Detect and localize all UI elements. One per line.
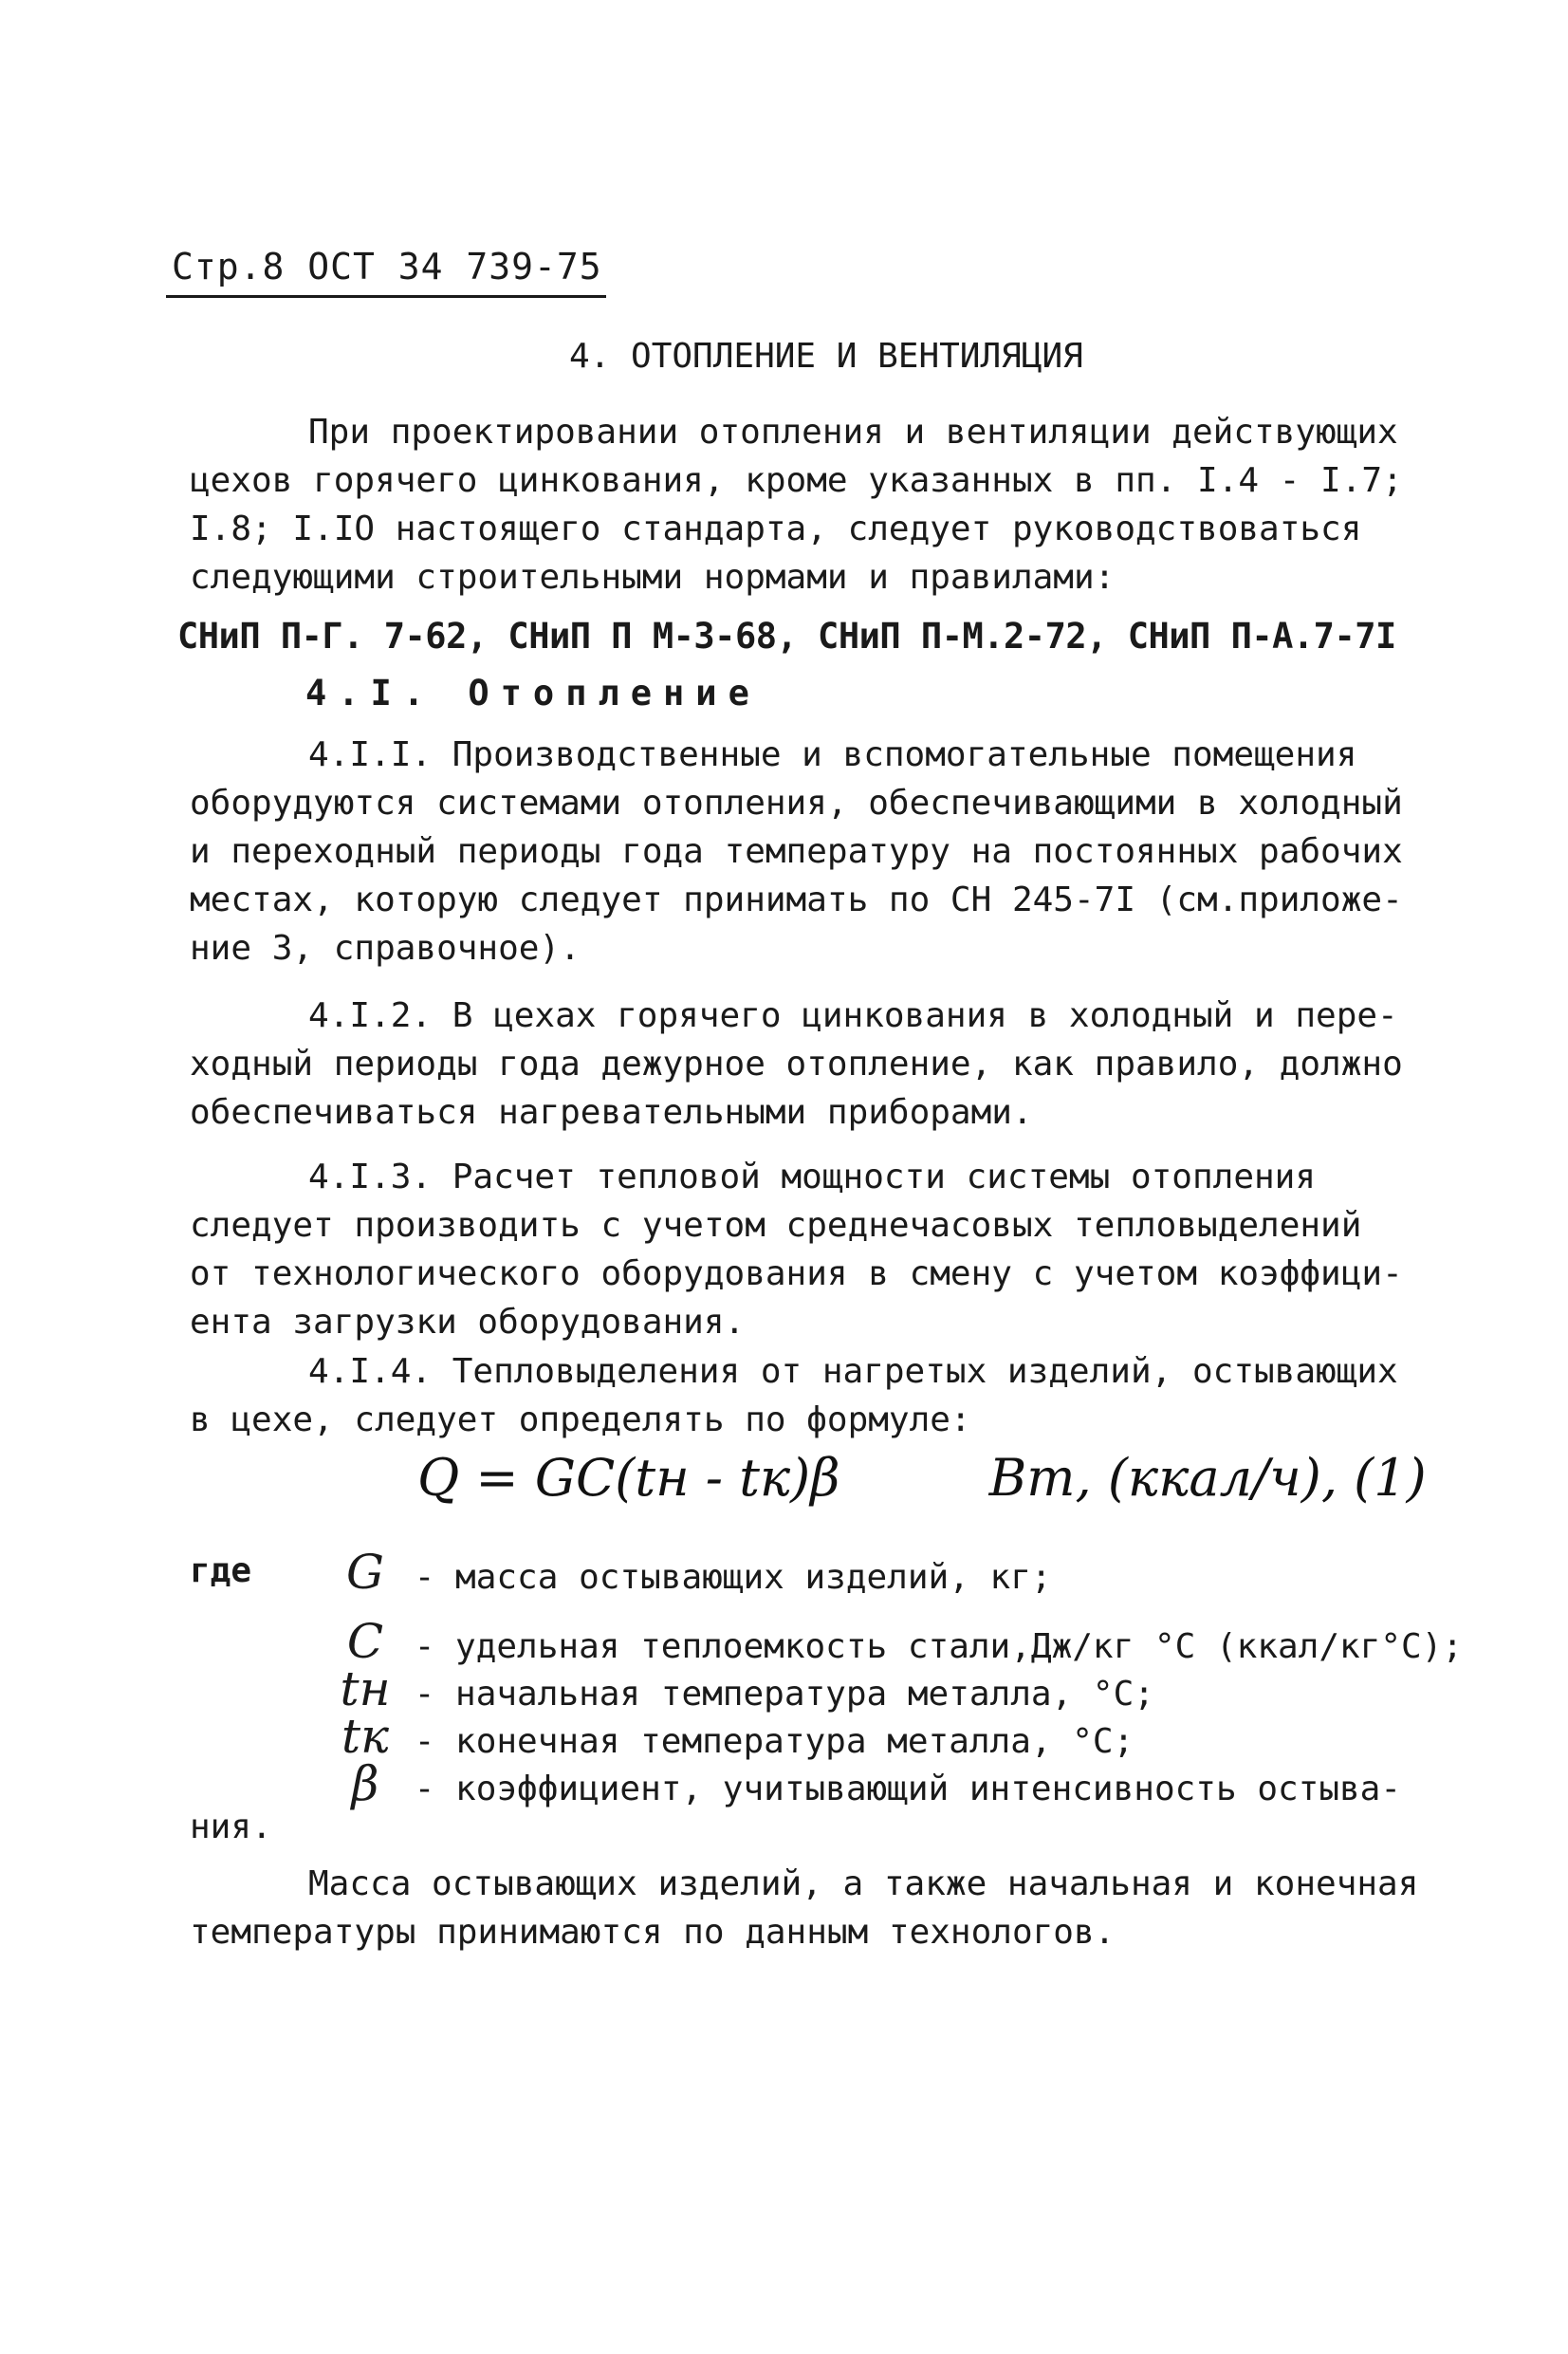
intro-line: цехов горячего цинкования, кроме указанных в пп. I.4 - I.7; <box>190 461 1403 501</box>
variable-continuation: ния. <box>190 1807 272 1846</box>
item-line: 4.I.3. Расчет тепловой мощности системы отопления <box>308 1158 1317 1196</box>
variable-definition <box>337 1539 1052 1606</box>
variable-symbol: tн <box>340 1661 391 1716</box>
item-4-1-3 <box>190 1153 1403 1346</box>
item-line: и переходный периоды года температуру на постоянных рабочих <box>190 832 1403 872</box>
item-line: 4.I.2. В цехах горячего цинкования в холодный и пере- <box>308 996 1398 1035</box>
item-line: ходный периоды года дежурное отопление, как правило, должно <box>190 1045 1403 1084</box>
item-line: ента загрузки оборудования. <box>190 1303 746 1343</box>
variable-definition <box>337 1751 1401 1818</box>
item-line: в цехе, следует определять по формуле: <box>190 1400 971 1440</box>
item-line: местах, которую следует принимать по СН 245-7I (см.приложе- <box>190 880 1403 920</box>
closing-paragraph <box>190 1860 1419 1956</box>
variable-description: - начальная температура металла, °С; <box>414 1675 1154 1714</box>
item-line: следует производить с учетом среднечасовых тепловыделений <box>190 1206 1362 1246</box>
item-line: от технологического оборудования в смену с учетом коэффици- <box>190 1254 1403 1294</box>
variable-symbol: β <box>351 1756 379 1811</box>
item-4-1-4 <box>190 1347 1398 1444</box>
formula-expression: Q = GC(tн - tк)β <box>417 1448 840 1508</box>
variable-description: - масса остывающих изделий, кг; <box>414 1558 1052 1597</box>
variable-symbol: G <box>346 1545 384 1600</box>
variable-description: - конечная температура металла, °С; <box>414 1722 1134 1761</box>
norms-list: СНиП П-Г. 7-62, СНиП П М-3-68, СНиП П-М.2-72, СНиП П-А.7-7I <box>177 616 1396 657</box>
item-4-1-2 <box>190 992 1403 1137</box>
intro-paragraph <box>190 408 1403 602</box>
variable-description: - удельная теплоемкость стали,Дж/кг °С (ккал/кг°С); <box>414 1627 1464 1666</box>
variable-description: - коэффициент, учитывающий интенсивность остыва- <box>414 1770 1402 1808</box>
item-line: 4.I.4. Тепловыделения от нагретых изделий, остывающих <box>308 1352 1398 1391</box>
item-line: обеспечиваться нагревательными приборами. <box>190 1093 1033 1133</box>
closing-line: температуры принимаются по данным технологов. <box>190 1913 1116 1953</box>
closing-line: Масса остывающих изделий, а также начальная и конечная <box>308 1864 1419 1903</box>
item-line: ние 3, справочное). <box>190 929 581 969</box>
item-line: 4.I.I. Производственные и вспомогательные помещения <box>308 735 1357 774</box>
intro-line: При проектировании отопления и вентиляции действующих <box>308 413 1398 452</box>
page-header: Стр.8 ОСТ 34 739-75 <box>166 242 606 298</box>
heat-formula <box>417 1442 1427 1515</box>
variable-symbol: C <box>346 1614 384 1669</box>
intro-line: I.8; I.IO настоящего стандарта, следует руководствоваться <box>190 510 1362 549</box>
subsection-title: 4.I. Отопление <box>305 673 761 714</box>
section-title: 4. ОТОПЛЕНИЕ И ВЕНТИЛЯЦИЯ <box>569 337 1083 376</box>
item-line: оборудуются системами отопления, обеспечивающими в холодный <box>190 784 1403 824</box>
variable-symbol: tк <box>341 1709 389 1764</box>
intro-line: следующими строительными нормами и правилами: <box>190 558 1116 598</box>
formula-units: Вт, (ккал/ч), (1) <box>988 1448 1427 1508</box>
where-label: где <box>190 1551 252 1590</box>
item-4-1-1 <box>190 731 1403 973</box>
